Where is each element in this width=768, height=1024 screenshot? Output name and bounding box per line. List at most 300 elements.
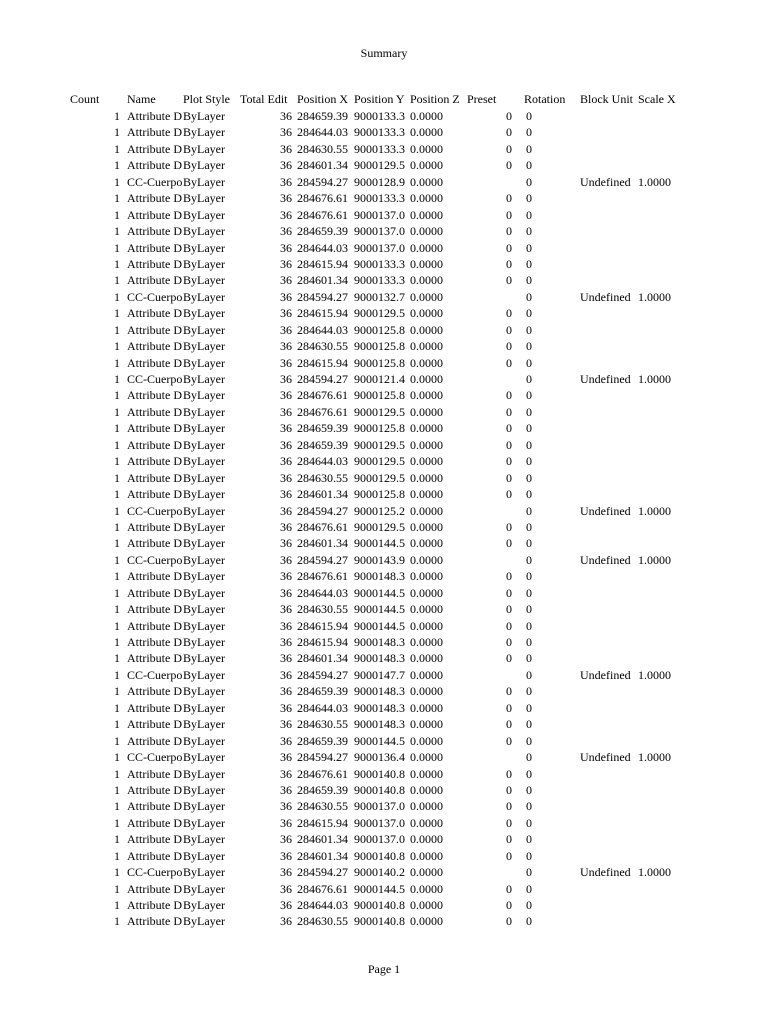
cell-plot-style: ByLayer: [183, 717, 225, 732]
cell-name: Attribute D: [127, 224, 182, 239]
cell-position-y: 9000137.0: [354, 207, 405, 222]
cell-scale-x: 1.0000: [638, 750, 671, 765]
cell-position-z: 0.0000: [410, 158, 443, 173]
cell-position-y: 9000140.8: [354, 782, 405, 797]
header-preset: Preset: [467, 92, 497, 106]
cell-position-y: 9000125.8: [354, 388, 405, 403]
cell-rotation: 0: [526, 240, 532, 255]
cell-position-x: 284615.94: [297, 256, 348, 271]
cell-position-x: 284594.27: [297, 174, 348, 189]
cell-preset: 0: [506, 437, 512, 452]
cell-count: 1: [114, 339, 120, 354]
cell-scale-x: 1.0000: [638, 174, 671, 189]
cell-name: Attribute D: [127, 651, 182, 666]
cell-plot-style: ByLayer: [183, 799, 225, 814]
cell-name: Attribute D: [127, 635, 182, 649]
cell-count: 1: [114, 881, 120, 896]
cell-total-edit: 36: [280, 684, 292, 699]
cell-name: Attribute D: [127, 848, 182, 863]
cell-count: 1: [114, 256, 120, 271]
cell-rotation: 0: [526, 848, 532, 863]
cell-preset: 0: [506, 207, 512, 222]
cell-preset: 0: [506, 914, 512, 929]
table-row: [0, 881, 768, 897]
cell-block-unit: Undefined: [580, 372, 631, 386]
cell-total-edit: 36: [280, 240, 292, 255]
table-row: [0, 716, 768, 732]
cell-name: Attribute D: [127, 388, 182, 403]
cell-position-y: 9000144.5: [354, 881, 405, 896]
cell-scale-x: 1.0000: [638, 667, 671, 682]
cell-name: Attribute D: [127, 470, 182, 485]
cell-plot-style: ByLayer: [183, 421, 225, 436]
cell-plot-style: ByLayer: [183, 585, 225, 600]
cell-name: Attribute D: [127, 141, 182, 156]
cell-count: 1: [114, 832, 120, 847]
cell-total-edit: 36: [280, 207, 292, 222]
cell-name: Attribute D: [127, 766, 182, 781]
cell-rotation: 0: [526, 733, 532, 748]
cell-position-z: 0.0000: [410, 224, 443, 239]
cell-position-z: 0.0000: [410, 109, 443, 123]
cell-total-edit: 36: [280, 224, 292, 239]
cell-preset: 0: [506, 717, 512, 732]
cell-position-y: 9000129.5: [354, 470, 405, 485]
cell-count: 1: [114, 750, 120, 765]
cell-rotation: 0: [526, 585, 532, 600]
cell-position-y: 9000137.0: [354, 240, 405, 255]
cell-total-edit: 36: [280, 503, 292, 518]
cell-position-x: 284615.94: [297, 815, 348, 830]
cell-position-y: 9000125.2: [354, 503, 405, 518]
cell-position-z: 0.0000: [410, 289, 443, 304]
cell-name: Attribute D: [127, 421, 182, 436]
cell-total-edit: 36: [280, 635, 292, 649]
cell-block-unit: Undefined: [580, 174, 631, 189]
cell-name: Attribute D: [127, 832, 182, 847]
cell-rotation: 0: [526, 372, 532, 386]
table-row: [0, 601, 768, 617]
cell-position-z: 0.0000: [410, 470, 443, 485]
cell-position-x: 284601.34: [297, 832, 348, 847]
cell-position-x: 284659.39: [297, 224, 348, 239]
cell-position-z: 0.0000: [410, 388, 443, 403]
cell-scale-x: 1.0000: [638, 552, 671, 567]
cell-position-z: 0.0000: [410, 717, 443, 732]
cell-position-y: 9000144.5: [354, 602, 405, 617]
cell-preset: 0: [506, 109, 512, 123]
header-name: Name: [127, 92, 156, 106]
cell-plot-style: ByLayer: [183, 141, 225, 156]
cell-position-y: 9000148.3: [354, 717, 405, 732]
cell-total-edit: 36: [280, 256, 292, 271]
cell-position-x: 284601.34: [297, 158, 348, 173]
cell-plot-style: ByLayer: [183, 355, 225, 370]
cell-position-x: 284601.34: [297, 536, 348, 551]
table-row: [0, 503, 768, 519]
table-row: [0, 535, 768, 551]
cell-plot-style: ByLayer: [183, 454, 225, 469]
cell-total-edit: 36: [280, 881, 292, 896]
table-row: [0, 864, 768, 880]
cell-total-edit: 36: [280, 454, 292, 469]
cell-position-z: 0.0000: [410, 404, 443, 419]
cell-position-y: 9000129.5: [354, 454, 405, 469]
cell-count: 1: [114, 536, 120, 551]
cell-position-z: 0.0000: [410, 256, 443, 271]
cell-count: 1: [114, 421, 120, 436]
cell-total-edit: 36: [280, 487, 292, 502]
cell-rotation: 0: [526, 914, 532, 929]
cell-count: 1: [114, 158, 120, 173]
table-row: [0, 568, 768, 584]
cell-name: Attribute D: [127, 799, 182, 814]
table-row: [0, 420, 768, 436]
cell-plot-style: ByLayer: [183, 125, 225, 140]
cell-rotation: 0: [526, 766, 532, 781]
cell-rotation: 0: [526, 289, 532, 304]
cell-plot-style: ByLayer: [183, 635, 225, 649]
cell-preset: 0: [506, 273, 512, 288]
cell-total-edit: 36: [280, 569, 292, 584]
table-row: [0, 650, 768, 666]
cell-count: 1: [114, 684, 120, 699]
table-row: [0, 798, 768, 814]
cell-rotation: 0: [526, 667, 532, 682]
cell-plot-style: ByLayer: [183, 487, 225, 502]
cell-rotation: 0: [526, 536, 532, 551]
cell-name: Attribute D: [127, 519, 182, 534]
cell-plot-style: ByLayer: [183, 322, 225, 337]
cell-position-y: 9000136.4: [354, 750, 405, 765]
cell-rotation: 0: [526, 782, 532, 797]
cell-position-x: 284659.39: [297, 684, 348, 699]
cell-position-x: 284630.55: [297, 799, 348, 814]
cell-total-edit: 36: [280, 322, 292, 337]
cell-preset: 0: [506, 782, 512, 797]
cell-plot-style: ByLayer: [183, 684, 225, 699]
cell-position-z: 0.0000: [410, 454, 443, 469]
cell-rotation: 0: [526, 651, 532, 666]
cell-position-x: 284676.61: [297, 388, 348, 403]
cell-total-edit: 36: [280, 109, 292, 123]
table-row: [0, 519, 768, 535]
cell-position-z: 0.0000: [410, 421, 443, 436]
cell-total-edit: 36: [280, 372, 292, 386]
cell-position-y: 9000140.8: [354, 766, 405, 781]
cell-position-y: 9000148.3: [354, 651, 405, 666]
table-row: [0, 470, 768, 486]
cell-position-z: 0.0000: [410, 141, 443, 156]
cell-position-z: 0.0000: [410, 667, 443, 682]
cell-position-x: 284594.27: [297, 865, 348, 880]
cell-position-y: 9000129.5: [354, 437, 405, 452]
cell-name: Attribute D: [127, 273, 182, 288]
cell-name: Attribute D: [127, 717, 182, 732]
cell-position-x: 284644.03: [297, 585, 348, 600]
cell-position-z: 0.0000: [410, 700, 443, 715]
cell-position-z: 0.0000: [410, 799, 443, 814]
cell-total-edit: 36: [280, 848, 292, 863]
cell-position-x: 284644.03: [297, 898, 348, 912]
cell-position-z: 0.0000: [410, 898, 443, 912]
cell-total-edit: 36: [280, 733, 292, 748]
cell-position-x: 284615.94: [297, 635, 348, 649]
cell-name: Attribute D: [127, 454, 182, 469]
cell-preset: 0: [506, 536, 512, 551]
cell-total-edit: 36: [280, 700, 292, 715]
cell-count: 1: [114, 635, 120, 649]
cell-count: 1: [114, 191, 120, 206]
cell-name: CC-Cuerpo: [127, 750, 182, 765]
cell-rotation: 0: [526, 503, 532, 518]
cell-plot-style: ByLayer: [183, 700, 225, 715]
cell-position-x: 284676.61: [297, 404, 348, 419]
cell-position-x: 284594.27: [297, 667, 348, 682]
cell-rotation: 0: [526, 717, 532, 732]
cell-name: Attribute D: [127, 700, 182, 715]
header-scale-x: Scale X: [638, 92, 676, 106]
cell-position-y: 9000144.5: [354, 618, 405, 633]
cell-position-x: 284630.55: [297, 717, 348, 732]
cell-preset: 0: [506, 322, 512, 337]
cell-name: Attribute D: [127, 240, 182, 255]
cell-position-y: 9000148.3: [354, 569, 405, 584]
cell-plot-style: ByLayer: [183, 881, 225, 896]
page-number: Page 1: [367, 962, 401, 976]
cell-count: 1: [114, 618, 120, 633]
cell-position-y: 9000144.5: [354, 536, 405, 551]
cell-rotation: 0: [526, 454, 532, 469]
cell-plot-style: ByLayer: [183, 273, 225, 288]
cell-plot-style: ByLayer: [183, 733, 225, 748]
cell-preset: 0: [506, 487, 512, 502]
cell-position-y: 9000125.8: [354, 322, 405, 337]
cell-count: 1: [114, 322, 120, 337]
table-row: [0, 157, 768, 173]
cell-count: 1: [114, 602, 120, 617]
cell-rotation: 0: [526, 470, 532, 485]
cell-position-x: 284676.61: [297, 207, 348, 222]
cell-count: 1: [114, 355, 120, 370]
table-row: [0, 683, 768, 699]
cell-rotation: 0: [526, 158, 532, 173]
cell-preset: 0: [506, 421, 512, 436]
cell-total-edit: 36: [280, 125, 292, 140]
cell-block-unit: Undefined: [580, 667, 631, 682]
cell-name: CC-Cuerpo: [127, 503, 182, 518]
cell-position-x: 284644.03: [297, 322, 348, 337]
cell-position-x: 284630.55: [297, 914, 348, 929]
cell-total-edit: 36: [280, 191, 292, 206]
cell-count: 1: [114, 585, 120, 600]
cell-rotation: 0: [526, 684, 532, 699]
cell-preset: 0: [506, 733, 512, 748]
cell-position-z: 0.0000: [410, 733, 443, 748]
cell-preset: 0: [506, 404, 512, 419]
cell-plot-style: ByLayer: [183, 256, 225, 271]
cell-position-z: 0.0000: [410, 437, 443, 452]
cell-position-z: 0.0000: [410, 865, 443, 880]
cell-rotation: 0: [526, 898, 532, 912]
cell-count: 1: [114, 388, 120, 403]
cell-preset: 0: [506, 651, 512, 666]
cell-count: 1: [114, 224, 120, 239]
cell-plot-style: ByLayer: [183, 898, 225, 912]
table-row: [0, 749, 768, 765]
cell-position-y: 9000144.5: [354, 585, 405, 600]
table-row: [0, 848, 768, 864]
cell-position-y: 9000125.8: [354, 487, 405, 502]
table-row: [0, 634, 768, 650]
cell-rotation: 0: [526, 273, 532, 288]
cell-position-y: 9000133.3: [354, 256, 405, 271]
cell-position-z: 0.0000: [410, 536, 443, 551]
cell-position-z: 0.0000: [410, 503, 443, 518]
table-row: [0, 387, 768, 403]
table-row: [0, 305, 768, 321]
cell-name: Attribute D: [127, 585, 182, 600]
cell-position-x: 284594.27: [297, 503, 348, 518]
cell-position-y: 9000137.0: [354, 832, 405, 847]
cell-position-y: 9000133.3: [354, 141, 405, 156]
cell-preset: 0: [506, 454, 512, 469]
cell-scale-x: 1.0000: [638, 865, 671, 880]
table-row: [0, 453, 768, 469]
table-row: [0, 223, 768, 239]
header-position-y: Position Y: [354, 92, 405, 106]
cell-total-edit: 36: [280, 273, 292, 288]
cell-position-z: 0.0000: [410, 832, 443, 847]
cell-preset: 0: [506, 355, 512, 370]
cell-rotation: 0: [526, 224, 532, 239]
cell-position-y: 9000148.3: [354, 684, 405, 699]
cell-total-edit: 36: [280, 470, 292, 485]
cell-name: Attribute D: [127, 487, 182, 502]
cell-plot-style: ByLayer: [183, 552, 225, 567]
cell-plot-style: ByLayer: [183, 109, 225, 123]
cell-preset: 0: [506, 684, 512, 699]
cell-position-x: 284630.55: [297, 602, 348, 617]
cell-name: CC-Cuerpo: [127, 289, 182, 304]
cell-total-edit: 36: [280, 898, 292, 912]
cell-preset: 0: [506, 881, 512, 896]
cell-count: 1: [114, 503, 120, 518]
cell-preset: 0: [506, 766, 512, 781]
cell-block-unit: Undefined: [580, 552, 631, 567]
table-row: [0, 141, 768, 157]
cell-preset: 0: [506, 700, 512, 715]
cell-count: 1: [114, 437, 120, 452]
cell-total-edit: 36: [280, 437, 292, 452]
cell-preset: 0: [506, 240, 512, 255]
cell-count: 1: [114, 519, 120, 534]
table-row: [0, 486, 768, 502]
cell-position-z: 0.0000: [410, 881, 443, 896]
cell-name: Attribute D: [127, 191, 182, 206]
cell-plot-style: ByLayer: [183, 832, 225, 847]
cell-total-edit: 36: [280, 750, 292, 765]
cell-position-y: 9000125.8: [354, 421, 405, 436]
cell-rotation: 0: [526, 865, 532, 880]
cell-position-y: 9000147.7: [354, 667, 405, 682]
cell-position-x: 284659.39: [297, 109, 348, 123]
cell-total-edit: 36: [280, 799, 292, 814]
cell-position-z: 0.0000: [410, 635, 443, 649]
header-position-z: Position Z: [410, 92, 460, 106]
cell-position-y: 9000144.5: [354, 733, 405, 748]
cell-position-y: 9000143.9: [354, 552, 405, 567]
cell-preset: 0: [506, 256, 512, 271]
cell-count: 1: [114, 487, 120, 502]
cell-plot-style: ByLayer: [183, 470, 225, 485]
header-block-unit: Block Unit: [580, 92, 633, 106]
cell-position-y: 9000140.2: [354, 865, 405, 880]
cell-preset: 0: [506, 470, 512, 485]
cell-rotation: 0: [526, 635, 532, 649]
cell-rotation: 0: [526, 256, 532, 271]
cell-name: Attribute D: [127, 256, 182, 271]
cell-rotation: 0: [526, 125, 532, 140]
table-row: [0, 404, 768, 420]
cell-block-unit: Undefined: [580, 503, 631, 518]
cell-rotation: 0: [526, 109, 532, 123]
table-row: [0, 667, 768, 683]
cell-position-x: 284676.61: [297, 881, 348, 896]
cell-position-x: 284659.39: [297, 437, 348, 452]
cell-position-z: 0.0000: [410, 766, 443, 781]
cell-count: 1: [114, 865, 120, 880]
table-row: [0, 190, 768, 206]
table-row: [0, 782, 768, 798]
cell-plot-style: ByLayer: [183, 865, 225, 880]
cell-plot-style: ByLayer: [183, 388, 225, 403]
cell-rotation: 0: [526, 700, 532, 715]
cell-count: 1: [114, 717, 120, 732]
cell-preset: 0: [506, 141, 512, 156]
cell-position-z: 0.0000: [410, 240, 443, 255]
cell-name: CC-Cuerpo: [127, 552, 182, 567]
cell-count: 1: [114, 651, 120, 666]
table-row: [0, 831, 768, 847]
cell-name: Attribute D: [127, 733, 182, 748]
cell-position-y: 9000137.0: [354, 815, 405, 830]
cell-count: 1: [114, 289, 120, 304]
cell-total-edit: 36: [280, 782, 292, 797]
cell-position-y: 9000137.0: [354, 224, 405, 239]
cell-plot-style: ByLayer: [183, 191, 225, 206]
cell-rotation: 0: [526, 355, 532, 370]
cell-name: Attribute D: [127, 355, 182, 370]
cell-rotation: 0: [526, 552, 532, 567]
table-row: [0, 371, 768, 387]
cell-block-unit: Undefined: [580, 750, 631, 765]
cell-preset: 0: [506, 815, 512, 830]
cell-count: 1: [114, 552, 120, 567]
cell-preset: 0: [506, 618, 512, 633]
cell-position-y: 9000148.3: [354, 635, 405, 649]
cell-count: 1: [114, 733, 120, 748]
cell-position-x: 284630.55: [297, 141, 348, 156]
cell-total-edit: 36: [280, 404, 292, 419]
cell-position-z: 0.0000: [410, 125, 443, 140]
cell-preset: 0: [506, 191, 512, 206]
cell-count: 1: [114, 848, 120, 863]
cell-plot-style: ByLayer: [183, 174, 225, 189]
cell-count: 1: [114, 207, 120, 222]
cell-position-x: 284644.03: [297, 454, 348, 469]
cell-position-y: 9000125.8: [354, 339, 405, 354]
